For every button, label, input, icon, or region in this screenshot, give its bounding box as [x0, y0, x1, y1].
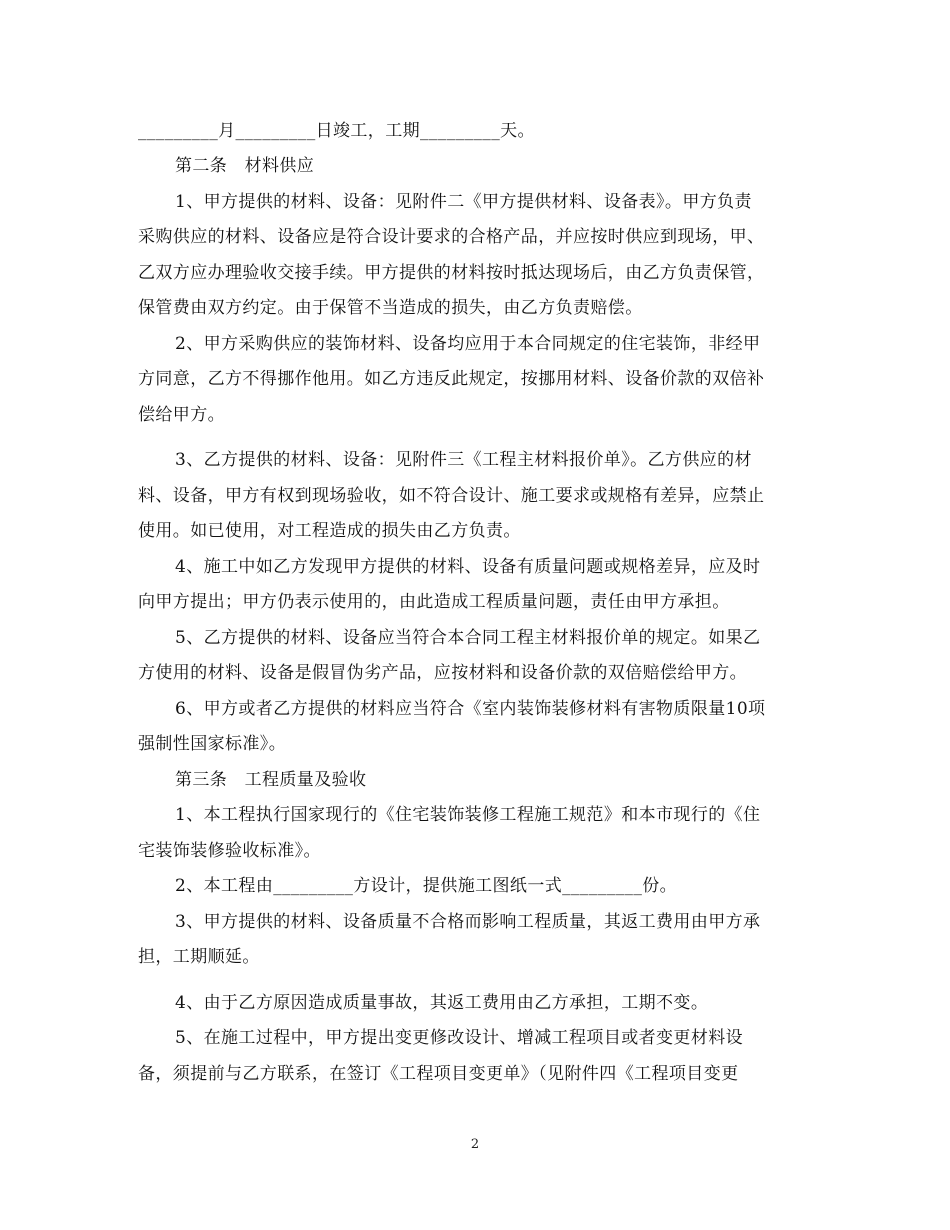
section-heading: 第二条 材料供应: [175, 156, 315, 176]
text-line: 2、本工程由_________方设计，提供施工图纸一式_________份。: [175, 876, 678, 896]
text-line: 6、甲方或者乙方提供的材料应当符合《室内装饰装修材料有害物质限量10项: [175, 699, 766, 719]
text-line: 1、本工程执行国家现行的《住宅装饰装修工程施工规范》和本市现行的《住: [175, 805, 761, 825]
text-line: 宅装饰装修验收标准》。: [138, 841, 321, 861]
text-line: 2、甲方采购供应的装饰材料、设备均应用于本合同规定的住宅装饰，非经甲: [175, 334, 761, 354]
text-line: 保管费由双方约定。由于保管不当造成的损失，由乙方负责赔偿。: [138, 298, 643, 318]
text-line: 使用。如已使用，对工程造成的损失由乙方负责。: [138, 521, 521, 541]
text-line: 方使用的材料、设备是假冒伪劣产品，应按材料和设备价款的双倍赔偿给甲方。: [138, 663, 747, 683]
text-line: 料、设备，甲方有权到现场验收，如不符合设计、施工要求或规格有差异，应禁止: [138, 486, 765, 506]
text-line: 备，须提前与乙方联系，在签订《工程项目变更单》（见附件四《工程项目变更: [138, 1064, 739, 1084]
text-line: 强制性国家标准》。: [138, 734, 287, 754]
text-line: _________月_________日竣工，工期_________天。: [138, 121, 535, 141]
text-line: 1、甲方提供的材料、设备：见附件二《甲方提供材料、设备表》。甲方负责: [175, 192, 752, 212]
section-heading: 第三条 工程质量及验收: [175, 770, 367, 790]
text-line: 偿给甲方。: [138, 405, 225, 425]
text-line: 向甲方提出；甲方仍表示使用的，由此造成工程质量问题，责任由甲方承担。: [138, 592, 730, 612]
text-line: 3、甲方提供的材料、设备质量不合格而影响工程质量，其返工费用由甲方承: [175, 912, 761, 932]
text-line: 5、在施工过程中，甲方提出变更修改设计、增减工程项目或者变更材料设: [175, 1028, 744, 1048]
text-line: 方同意，乙方不得挪作他用。如乙方违反此规定，按挪用材料、设备价款的双倍补: [138, 369, 765, 389]
text-line: 担，工期顺延。: [138, 947, 260, 967]
text-line: 采购供应的材料、设备应是符合设计要求的合格产品，并应按时供应到现场，甲、: [138, 227, 765, 247]
text-line: 5、乙方提供的材料、设备应当符合本合同工程主材料报价单的规定。如果乙: [175, 628, 761, 648]
text-line: 3、乙方提供的材料、设备：见附件三《工程主材料报价单》。乙方供应的材: [175, 450, 752, 470]
page-number: 2: [470, 1137, 480, 1152]
text-line: 乙双方应办理验收交接手续。甲方提供的材料按时抵达现场后，由乙方负责保管，: [138, 263, 765, 283]
text-line: 4、由于乙方原因造成质量事故，其返工费用由乙方承担，工期不变。: [175, 993, 709, 1013]
text-line: 4、施工中如乙方发现甲方提供的材料、设备有质量问题或规格差异，应及时: [175, 557, 761, 577]
